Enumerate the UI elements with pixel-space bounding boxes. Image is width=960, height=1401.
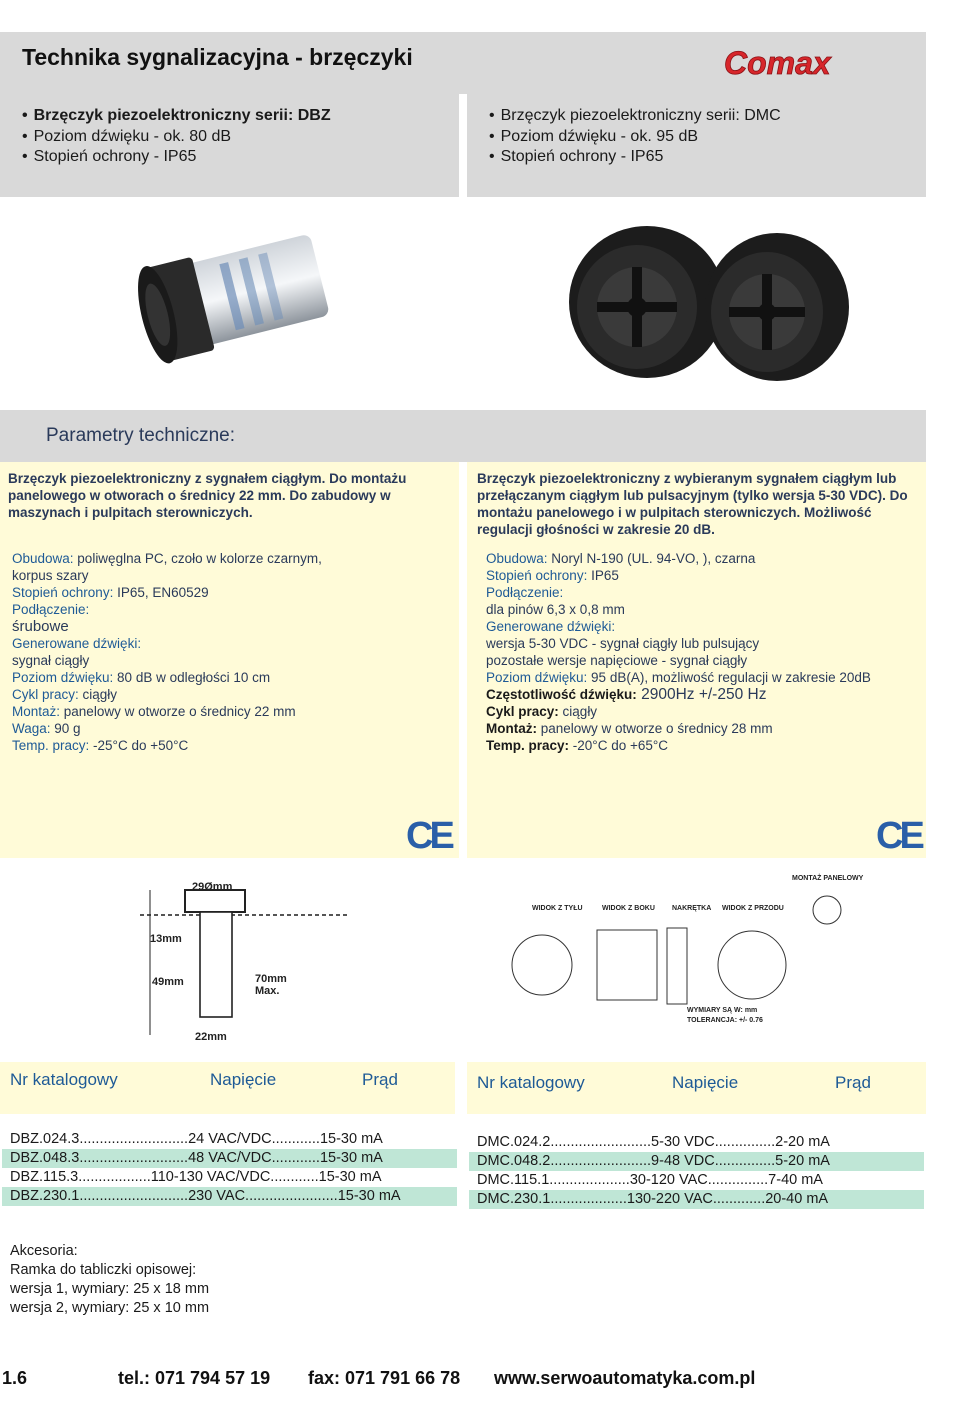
dbz-table-header	[0, 1062, 455, 1114]
feature-protection: • Stopień ochrony - IP65	[22, 147, 459, 168]
dim-diameter: 29Ømm	[192, 881, 233, 893]
dim-70mm: 70mm	[255, 973, 287, 985]
dmc-spec-list	[486, 550, 871, 754]
table-row: DBZ.230.1...........................230 VAC.......................15-30 mA	[2, 1187, 457, 1206]
table-row: DMC.230.1...................130-220 VAC.............20-40 mA	[469, 1190, 924, 1209]
spec-row: Waga: 90 g	[12, 721, 81, 736]
label-nut: NAKRĘTKA	[672, 905, 712, 912]
label-front-view: WIDOK Z PRZODU	[722, 905, 784, 912]
logo-text: Comax	[724, 45, 831, 81]
dim-max: Max.	[255, 985, 280, 997]
col-catalog: Nr katalogowy	[477, 1073, 585, 1092]
footer-fax: fax: 071 791 66 78	[308, 1368, 461, 1388]
col-catalog: Nr katalogowy	[10, 1070, 118, 1089]
dim-13mm: 13mm	[150, 933, 182, 945]
page-number: 1.6	[2, 1368, 28, 1388]
ce-mark-icon: CE	[876, 815, 921, 857]
feature-box-dbz	[0, 94, 459, 197]
feature-box-dmc	[467, 94, 926, 197]
accessories-line: Ramka do tabliczki opisowej:	[10, 1262, 197, 1278]
spec-row: Poziom dźwięku: 80 dB w odległości 10 cm	[12, 670, 271, 685]
dbz-drawing-svg	[0, 870, 459, 1055]
spec-row: Podłączenie:	[486, 585, 564, 600]
dmc-catalog-table	[469, 1133, 924, 1209]
accessories-line: wersja 2, wymiary: 25 x 10 mm	[10, 1300, 210, 1316]
dbz-dimension-drawing	[0, 870, 459, 1055]
column-divider	[459, 94, 467, 858]
spec-row: Cykl pracy: ciągły	[12, 687, 118, 702]
spec-row: Cykl pracy: ciągły	[486, 704, 598, 719]
table-row: DMC.115.1....................30-120 VAC...............7-40 mA	[477, 1172, 823, 1188]
dmc-dimension-drawing	[467, 870, 926, 1055]
dmc-table-header	[467, 1062, 926, 1114]
dmc-buzzer-illustration	[467, 197, 926, 410]
spec-row: pozostałe wersje napięciowe - sygnał ciągły	[486, 653, 748, 668]
dim-49mm: 49mm	[152, 976, 184, 988]
feature-series: • Brzęczyk piezoelektroniczny serii: DBZ	[22, 106, 459, 127]
dmc-description: Brzęczyk piezoelektroniczny z wybieranym sygnałem ciągłym lub przełączanym ciągłym lub pulsacyjnym (tylko wersja 5-30 VDC). Do montażu panelowego i w pulpitach sterowniczych. Możliwość regulacji głośności w zakresie 20 dB.	[477, 471, 908, 537]
spec-row: korpus szary	[12, 568, 89, 583]
spec-row: Obudowa: poliwęglna PC, czoło w kolorze czarnym,	[12, 551, 322, 566]
label-tolerance: TOLERANCJA: +/- 0.76	[687, 1017, 763, 1024]
col-current: Prąd	[835, 1073, 871, 1092]
label-side-view: WIDOK Z BOKU	[602, 905, 655, 912]
spec-row: dla pinów 6,3 x 0,8 mm	[486, 602, 625, 617]
dbz-catalog-table	[2, 1130, 457, 1206]
dbz-photo	[0, 197, 459, 410]
spec-row: Podłączenie:	[12, 602, 90, 617]
spec-row: wersja 5-30 VDC - sygnał ciągły lub pulsujący	[486, 636, 760, 651]
spec-row: Obudowa: Noryl N-190 (UL. 94-VO, ), czarna	[486, 551, 756, 566]
dmc-drawing-svg	[467, 870, 926, 1055]
table-row: DMC.048.2.........................9-48 VDC...............5-20 mA	[469, 1152, 924, 1171]
feature-sound-level: • Poziom dźwięku - ok. 95 dB	[489, 127, 926, 148]
table-row: DBZ.115.3..................110-130 VAC/VDC............15-30 mA	[10, 1169, 382, 1185]
spec-row: Montaż: panelowy w otworze o średnicy 22 mm	[12, 704, 296, 719]
feature-sound-level: • Poziom dźwięku - ok. 80 dB	[22, 127, 459, 148]
spec-row: Stopień ochrony: IP65	[486, 568, 619, 583]
accessories-line: wersja 1, wymiary: 25 x 18 mm	[10, 1281, 210, 1297]
spec-row: Częstotliwość dźwięku: 2900Hz +/-250 Hz	[486, 686, 767, 703]
dbz-spec-list	[12, 550, 322, 754]
accessories	[10, 1242, 209, 1318]
spec-row: Montaż: panelowy w otworze o średnicy 28 mm	[486, 721, 773, 736]
spec-row: Temp. pracy: -20°C do +65°C	[486, 738, 669, 753]
footer-tel: tel.: 071 794 57 19	[118, 1368, 271, 1388]
col-voltage: Napięcie	[672, 1073, 739, 1092]
spec-row: Poziom dźwięku: 95 dB(A), możliwość regulacji w zakresie 20dB	[486, 670, 871, 685]
ce-mark-icon: CE	[406, 815, 451, 857]
dmc-photo	[467, 197, 926, 410]
label-rear-view: WIDOK Z TYŁU	[532, 905, 583, 912]
label-units: WYMIARY SĄ W: mm	[687, 1007, 758, 1014]
dbz-buzzer-illustration	[0, 197, 459, 410]
dim-22mm: 22mm	[195, 1031, 227, 1043]
label-panel-mount: MONTAŻ PANELOWY	[792, 875, 864, 882]
spec-row: sygnał ciągły	[12, 653, 90, 668]
spec-row: śrubowe	[12, 618, 69, 635]
dbz-description: Brzęczyk piezoelektroniczny z sygnałem ciągłym. Do montażu panelowego w otworach o średnicy 22 mm. Do zabudowy w maszynach i pulpitach sterowniczych.	[8, 471, 407, 520]
spec-row: Generowane dźwięki:	[12, 636, 142, 651]
col-current: Prąd	[362, 1070, 398, 1089]
page-title: Technika sygnalizacyjna - brzęczyki	[22, 44, 413, 70]
col-voltage: Napięcie	[210, 1070, 277, 1089]
table-row: DBZ.024.3...........................24 VAC/VDC............15-30 mA	[10, 1131, 383, 1147]
spec-row: Stopień ochrony: IP65, EN60529	[12, 585, 209, 600]
footer-website[interactable]: www.serwoautomatyka.com.pl	[494, 1368, 756, 1388]
feature-protection: • Stopień ochrony - IP65	[489, 147, 926, 168]
feature-series: • Brzęczyk piezoelektroniczny serii: DMC	[489, 106, 926, 127]
comax-logo	[720, 44, 870, 82]
table-row: DBZ.048.3...........................48 VAC/VDC............15-30 mA	[2, 1149, 457, 1168]
params-title: Parametry techniczne:	[46, 425, 236, 446]
spec-row: Generowane dźwięki:	[486, 619, 616, 634]
table-row: DMC.024.2.........................5-30 VDC...............2-20 mA	[477, 1134, 830, 1150]
accessories-title: Akcesoria:	[10, 1243, 78, 1259]
spec-row: Temp. pracy: -25°C do +50°C	[12, 738, 189, 753]
